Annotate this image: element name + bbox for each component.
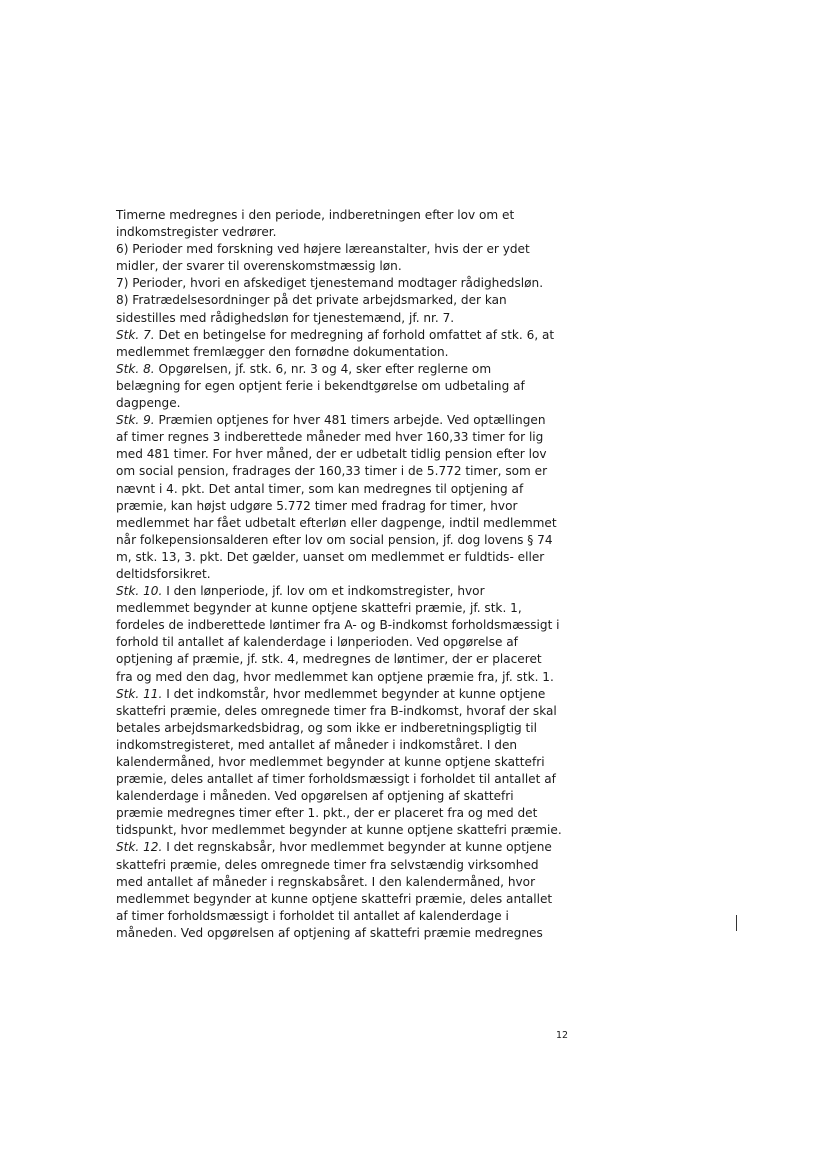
line-text: deltidsforsikret. <box>116 566 211 581</box>
line-text: tidspunkt, hvor medlemmet begynder at kunne optjene skattefri præmie. <box>116 823 562 838</box>
section-label: Stk. 9. <box>116 413 155 428</box>
text-line <box>116 515 586 532</box>
line-text: I det regnskabsår, hvor medlemmet begynder at kunne optjene <box>162 840 552 855</box>
text-line <box>116 241 586 258</box>
text-line <box>116 634 586 651</box>
line-text: optjening af præmie, jf. stk. 4, medregnes de løntimer, der er placeret <box>116 652 542 667</box>
text-line <box>116 617 586 634</box>
text-line <box>116 771 586 788</box>
line-text: præmie, deles antallet af timer forholdsmæssigt i forholdet til antallet af <box>116 772 556 787</box>
line-text: betales arbejdsmarkedsbidrag, og som ikke er indberetningspligtig til <box>116 720 537 735</box>
text-line <box>116 446 586 463</box>
line-text: Det en betingelse for medregning af forhold omfattet af stk. 6, at <box>154 327 555 342</box>
body-text <box>116 207 586 942</box>
line-text: I det indkomstår, hvor medlemmet begynder at kunne optjene <box>162 686 546 701</box>
text-line <box>116 327 586 344</box>
line-text: sidestilles med rådighedsløn for tjenestemænd, jf. nr. 7. <box>116 310 455 325</box>
line-text: med antallet af måneder i regnskabsåret. I den kalendermåned, hvor <box>116 874 536 889</box>
text-line <box>116 463 586 480</box>
line-text: medlemmet begynder at kunne optjene skattefri præmie, jf. stk. 1, <box>116 601 522 616</box>
text-line <box>116 395 586 412</box>
line-text: nævnt i 4. pkt. Det antal timer, som kan medregnes til optjening af <box>116 481 524 496</box>
line-text: dagpenge. <box>116 396 181 411</box>
text-line <box>116 258 586 275</box>
section-label: Stk. 12. <box>116 840 163 855</box>
line-text: midler, der svarer til overenskomstmæssig løn. <box>116 259 402 274</box>
line-text: forhold til antallet af kalenderdage i lønperioden. Ved opgørelse af <box>116 635 518 650</box>
line-text: skattefri præmie, deles omregnede timer fra selvstændig virksomhed <box>116 857 539 872</box>
text-line <box>116 429 586 446</box>
text-line <box>116 822 586 839</box>
text-line <box>116 703 586 720</box>
text-line <box>116 720 586 737</box>
text-line <box>116 651 586 668</box>
line-text: kalenderdage i måneden. Ved opgørelsen af optjening af skattefri <box>116 789 514 804</box>
text-line <box>116 839 586 856</box>
line-text: Opgørelsen, jf. stk. 6, nr. 3 og 4, sker efter reglerne om <box>154 361 492 376</box>
text-line <box>116 600 586 617</box>
line-text: fordeles de indberettede løntimer fra A- og B-indkomst forholdsmæssigt i <box>116 618 560 633</box>
section-label: Stk. 8. <box>116 361 155 376</box>
section-label: Stk. 10. <box>116 584 163 599</box>
text-line <box>116 310 586 327</box>
line-text: af timer forholdsmæssigt i forholdet til antallet af kalenderdage i <box>116 908 509 923</box>
line-text: 6) Perioder med forskning ved højere læreanstalter, hvis der er ydet <box>116 242 530 257</box>
text-line <box>116 207 586 224</box>
text-line <box>116 788 586 805</box>
line-text: medlemmet begynder at kunne optjene skattefri præmie, deles antallet <box>116 891 553 906</box>
line-text: indkomstregister vedrører. <box>116 225 277 240</box>
text-line <box>116 532 586 549</box>
line-text: belægning for egen optjent ferie i bekendtgørelse om udbetaling af <box>116 378 525 393</box>
text-line <box>116 292 586 309</box>
text-line <box>116 908 586 925</box>
section-label: Stk. 7. <box>116 327 155 342</box>
line-text: af timer regnes 3 indberettede måneder med hver 160,33 timer for lig <box>116 430 544 445</box>
section-label: Stk. 11. <box>116 686 163 701</box>
text-line <box>116 857 586 874</box>
line-text: indkomstregisteret, med antallet af måneder i indkomståret. I den <box>116 737 518 752</box>
text-line <box>116 583 586 600</box>
line-text: skattefri præmie, deles omregnede timer fra B-indkomst, hvoraf der skal <box>116 703 557 718</box>
text-line <box>116 686 586 703</box>
text-line <box>116 498 586 515</box>
page-number: 12 <box>556 1030 569 1041</box>
text-line <box>116 378 586 395</box>
line-text: medlemmet har fået udbetalt efterløn eller dagpenge, indtil medlemmet <box>116 515 557 530</box>
line-text: medlemmet fremlægger den fornødne dokumentation. <box>116 344 449 359</box>
text-line <box>116 344 586 361</box>
line-text: 7) Perioder, hvori en afskediget tjenestemand modtager rådighedsløn. <box>116 276 544 291</box>
line-text: med 481 timer. For hver måned, der er udbetalt tidlig pension efter lov <box>116 447 547 462</box>
line-text: om social pension, fradrages der 160,33 timer i de 5.772 timer, som er <box>116 464 548 479</box>
text-line <box>116 891 586 908</box>
text-line <box>116 669 586 686</box>
line-text: præmie medregnes timer efter 1. pkt., der er placeret fra og med det <box>116 806 538 821</box>
line-text: kalendermåned, hvor medlemmet begynder at kunne optjene skattefri <box>116 755 545 769</box>
text-line <box>116 275 586 292</box>
line-text: m, stk. 13, 3. pkt. Det gælder, uanset om medlemmet er fuldtids- eller <box>116 549 545 564</box>
line-text: 8) Fratrædelsesordninger på det private arbejdsmarked, der kan <box>116 293 507 308</box>
text-line <box>116 754 586 771</box>
line-text: I den lønperiode, jf. lov om et indkomstregister, hvor <box>162 584 485 599</box>
text-line <box>116 805 586 822</box>
text-line <box>116 737 586 754</box>
line-text: Timerne medregnes i den periode, indberetningen efter lov om et <box>116 208 515 222</box>
text-line <box>116 566 586 583</box>
margin-mark <box>736 915 737 931</box>
line-text: Præmien optjenes for hver 481 timers arbejde. Ved optællingen <box>154 413 546 428</box>
text-line <box>116 874 586 891</box>
text-line <box>116 481 586 498</box>
line-text: fra og med den dag, hvor medlemmet kan optjene præmie fra, jf. stk. 1. <box>116 669 554 684</box>
text-line <box>116 224 586 241</box>
line-text: når folkepensionsalderen efter lov om social pension, jf. dog lovens § 74 <box>116 532 553 547</box>
text-line <box>116 361 586 378</box>
text-line <box>116 925 586 942</box>
line-text: præmie, kan højst udgøre 5.772 timer med fradrag for timer, hvor <box>116 498 518 513</box>
text-line <box>116 412 586 429</box>
text-line <box>116 549 586 566</box>
line-text: måneden. Ved opgørelsen af optjening af skattefri præmie medregnes <box>116 925 543 940</box>
